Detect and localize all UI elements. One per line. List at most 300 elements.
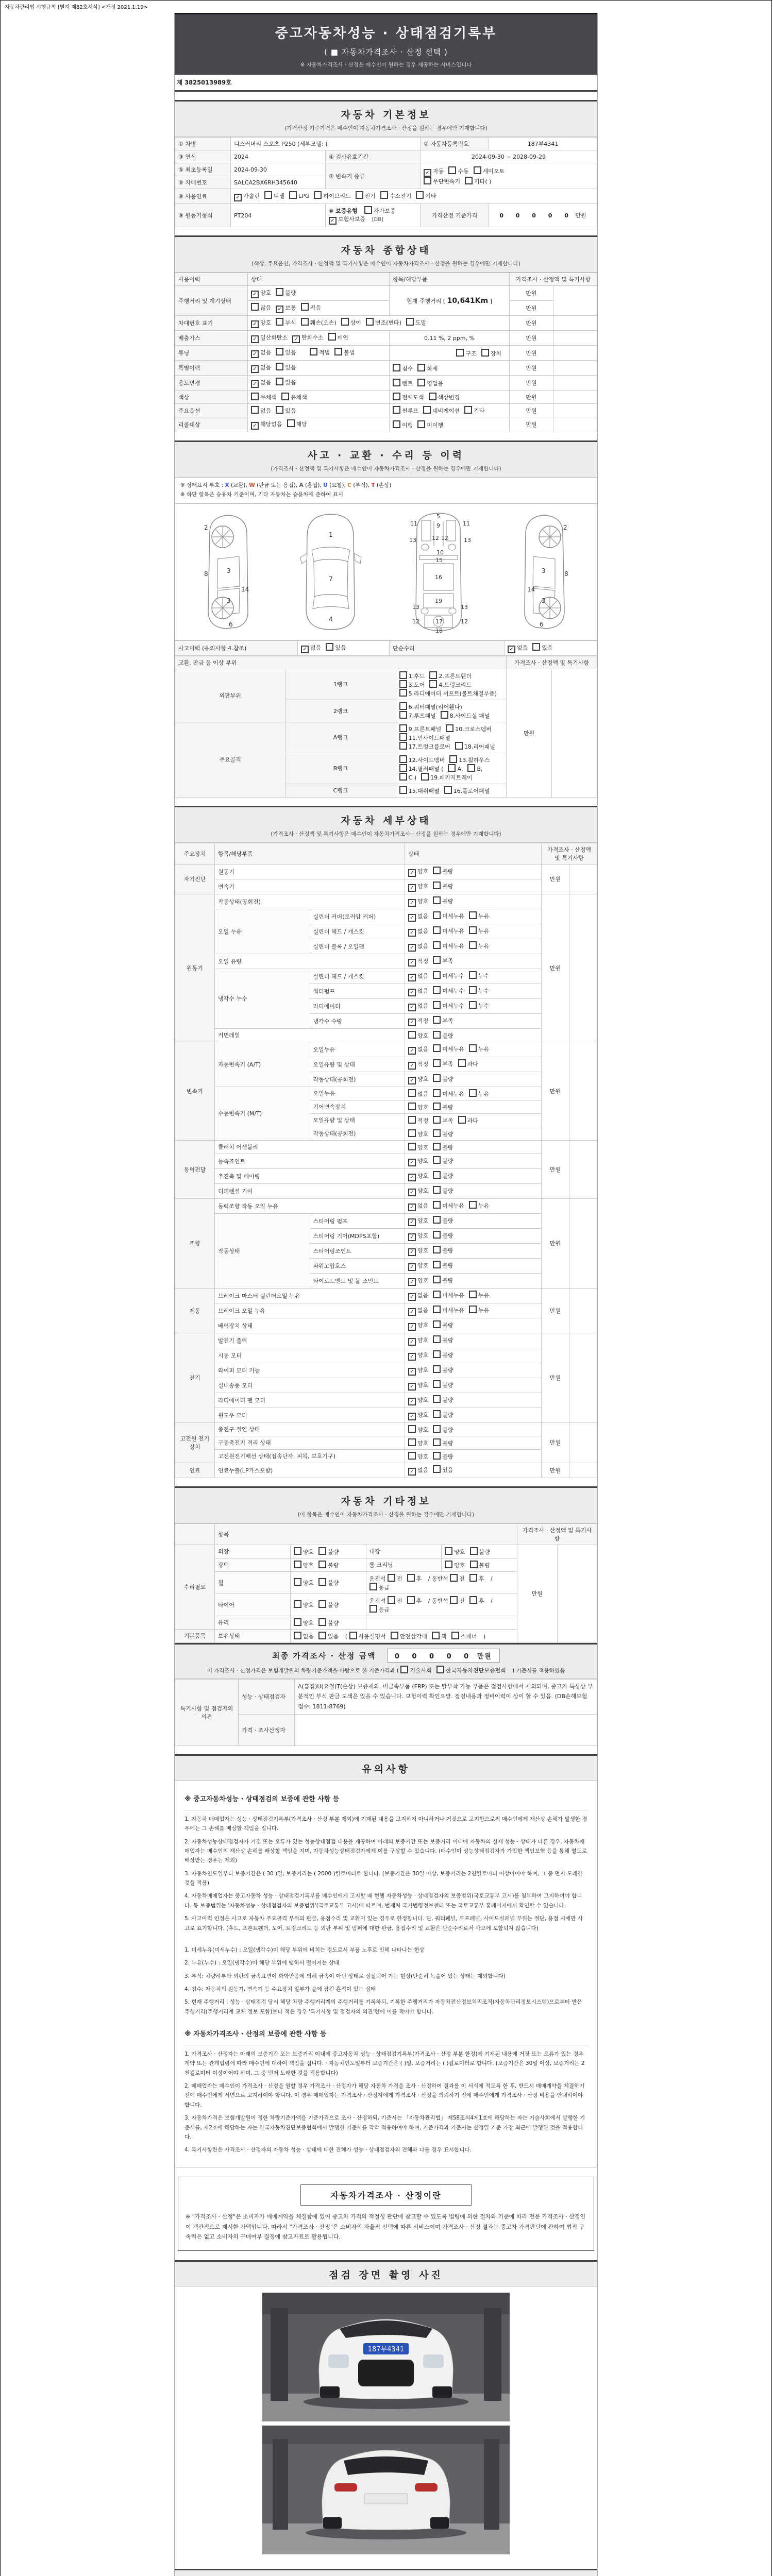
- check-cell: [390, 391, 510, 404]
- check-cell: [248, 331, 390, 346]
- checkbox-unchecked: 불량: [433, 896, 453, 905]
- document-title-note: ※ 자동차가격조사 · 산정은 매수인이 원하는 경우 제공하는 서비스입니다: [300, 62, 472, 68]
- checkbox-unchecked: 있음: [318, 1632, 339, 1640]
- check-cell: [396, 784, 506, 797]
- svg-text:13: 13: [409, 536, 416, 544]
- check-cell: [290, 1616, 366, 1629]
- check-cell: [405, 954, 542, 969]
- row-label: 작동상태(공회전): [310, 1127, 405, 1140]
- check-cell: [248, 376, 390, 391]
- check-cell: [405, 1057, 542, 1072]
- row-label: 보유상태: [215, 1629, 291, 1642]
- checkbox-unchecked: 있음: [532, 643, 552, 652]
- table-row: [175, 1393, 597, 1408]
- row-label: 워터펌프: [310, 984, 405, 998]
- exchange-rank-table: [175, 656, 597, 798]
- svg-text:19: 19: [434, 597, 442, 604]
- price-cell: 만원: [542, 1463, 569, 1478]
- svg-text:1: 1: [328, 531, 333, 538]
- table-row: [175, 404, 597, 417]
- signature-band: [175, 2569, 597, 2576]
- checkbox-unchecked: 장치: [481, 349, 501, 358]
- price-digits: 0 0 0 0 0: [499, 212, 574, 219]
- checkbox-unchecked: 있음: [276, 363, 296, 371]
- group-label: 자기진단: [175, 864, 215, 894]
- checkbox-unchecked: 유채색: [281, 393, 307, 401]
- other-info-table: [175, 1523, 597, 1643]
- checkbox-unchecked: 미이행: [417, 420, 443, 429]
- check-cell: [231, 189, 597, 204]
- checkbox-unchecked: 과다: [458, 1116, 478, 1125]
- row-value: 187부4341: [489, 138, 597, 150]
- row-label: 스티어링조인트: [310, 1243, 405, 1258]
- row-value: [489, 204, 597, 227]
- checkbox-unchecked: 불량: [433, 1452, 453, 1461]
- section-notice-title: 유의사항: [362, 1764, 410, 1775]
- row-label: ⑨ 원동기형식: [175, 204, 231, 227]
- check-group: [450, 1575, 489, 1582]
- checkbox-unchecked: 7.루프패널: [399, 711, 436, 720]
- row-label: 성능 · 상태점검자: [239, 1679, 295, 1714]
- seat-prefix: /: [491, 1597, 493, 1604]
- svg-text:12: 12: [412, 618, 419, 625]
- checkbox-unchecked: 색상변경: [429, 393, 460, 401]
- note-cell: [553, 417, 597, 432]
- notice-item: 1. 미세누유(미세누수) : 오일(냉각수)이 해당 부위에 비치는 정도로서 부품 노후로 인해 나타나는 현상: [184, 1946, 425, 1953]
- price-cell: 만원: [542, 1198, 569, 1288]
- price-cell: 만원: [542, 1140, 569, 1198]
- note-cell: [569, 1140, 597, 1198]
- checkbox-unchecked: 부족: [433, 1016, 453, 1025]
- checkbox-checked: ✓ 양호: [408, 1396, 428, 1405]
- comprehensive-state-table: [175, 273, 597, 432]
- check-cell: [248, 286, 390, 301]
- check-cell: [405, 1463, 542, 1478]
- check-cell: [405, 924, 542, 939]
- table-row: [175, 1213, 597, 1228]
- checkbox-checked: ✓ 없음: [408, 1201, 428, 1211]
- checkbox-unchecked: 불량: [433, 1395, 453, 1404]
- svg-text:7: 7: [328, 575, 333, 583]
- checkbox-unchecked: 불량: [470, 1561, 490, 1569]
- notice-subheader: ※ 자동차가격조사 · 산정의 보증에 관한 사항 등: [184, 2029, 587, 2045]
- checkbox-unchecked: 불량: [276, 288, 296, 297]
- note-cell: [553, 286, 597, 316]
- table-row: [175, 1679, 597, 1714]
- checkbox-checked: ✓ 없음: [408, 1002, 428, 1011]
- check-group: [310, 349, 360, 356]
- checkbox-unchecked: 누유: [469, 1044, 489, 1053]
- svg-text:2: 2: [204, 523, 208, 531]
- state-code-line: [180, 481, 592, 490]
- check-cell: [396, 669, 506, 700]
- table-row: [175, 1422, 597, 1436]
- checkbox-unchecked: 적정: [408, 1116, 428, 1125]
- table-row: [175, 1363, 597, 1378]
- check-cell: [390, 404, 510, 417]
- checkbox-checked: ✓ 보험사보증: [329, 215, 365, 225]
- checkbox-unchecked: 응급: [369, 1605, 390, 1614]
- notice-item: 4. 자동차매매업자는 중고자동차 성능 · 상태점검기록부를 매수인에게 고지할 때 현행 자동차성능 · 상태점검자의 보증범위(국토교통부 고시)를 첨부하여 고지하여야 합니다. 동 보증범위는 '자동차성능 · 상태점검자의 보증범위'(국토교통부 고시)에 따르며, 법제처 국가법령정보센터 또는 국토교통부 홈페이지에서 확인할 수 있습니다.: [184, 1893, 582, 1909]
- definition-box-text: ※ "가격조사 · 산정"은 소비자가 매매계약을 체결함에 있어 중고차 가격의 적절성 판단에 참고할 수 있도록 법령에 의한 절차와 기준에 따라 전문 가격조사 · 산정인이 객관적으로 제시한 가액입니다. 따라서 "가격조사 · 산정"은 소비자의 자율적 선택에 따른 서비스이며 가격조사 · 산정 결과는 중고차 가격판단에 관하여 법적 구속력은 없고 소비자의 구매여부 결정에 참고자료로 활용됩니다.: [186, 2213, 586, 2241]
- svg-text:11: 11: [410, 520, 417, 527]
- checkbox-unchecked: 불량: [433, 1156, 453, 1165]
- checkbox-unchecked: 무단변속기: [424, 177, 460, 185]
- row-label: 오일 유량: [215, 954, 405, 969]
- seat-prefix: / 동반석: [428, 1597, 448, 1604]
- checkbox-unchecked: 11.인사이드패널: [399, 733, 450, 742]
- checkbox-checked: ✓ 양호: [408, 1216, 428, 1226]
- final-price-band: [175, 1643, 597, 1679]
- check-cell: [405, 939, 542, 954]
- check-group: [294, 1633, 344, 1640]
- checkbox-checked: ✓ 적정: [408, 1060, 428, 1070]
- row-label: 룸 크리닝: [366, 1558, 442, 1571]
- check-cell: [405, 879, 542, 894]
- note-cell: [553, 376, 597, 391]
- paren: (: [345, 1633, 348, 1640]
- row-label: 내장: [366, 1545, 442, 1558]
- check-cell: [405, 864, 542, 879]
- row-label: 타이로드엔드 및 볼 조인트: [310, 1273, 405, 1288]
- check-cell: [326, 204, 421, 227]
- checkbox-unchecked: 누수: [469, 971, 489, 980]
- definition-box-title: 자동차가격조사 · 산정이란: [300, 2184, 472, 2206]
- table-header-row: [175, 1523, 597, 1545]
- price-cell: 만원: [510, 316, 553, 331]
- checkbox-unchecked: 양호: [445, 1561, 465, 1569]
- checkbox-checked: ✓ 없음: [408, 972, 428, 981]
- row-label: 특기사항 및 점검자의 의견: [175, 1679, 239, 1745]
- checkbox-checked: ✓ 양호: [408, 1157, 428, 1166]
- row-value: 2024: [231, 150, 326, 163]
- check-cell: [405, 1127, 542, 1140]
- table-row: [175, 163, 597, 176]
- table-row: [175, 909, 597, 924]
- checkbox-unchecked: 불량: [433, 1186, 453, 1195]
- checkbox-unchecked: 구조: [456, 349, 476, 358]
- group-label: 고전원 전기장치: [175, 1422, 215, 1463]
- row-label: ⑦ 변속기 종류: [326, 163, 421, 189]
- note-cell: [569, 1042, 597, 1140]
- row-label: 실린더 블록 / 오일팬: [310, 939, 405, 954]
- checkbox-checked: ✓ 없음: [408, 942, 428, 952]
- svg-text:16: 16: [434, 573, 442, 581]
- rank-label: 1랭크: [285, 669, 396, 700]
- row-label: 용도변경: [175, 376, 248, 391]
- check-cell: [405, 1318, 542, 1333]
- checkbox-unchecked: 자가보증: [364, 206, 396, 215]
- checkbox-unchecked: 불량: [318, 1600, 339, 1609]
- row-label: 색상: [175, 391, 248, 404]
- check-cell: [366, 1571, 517, 1594]
- note-cell: [569, 1288, 597, 1333]
- svg-text:8: 8: [564, 570, 568, 578]
- checkbox-unchecked: 미세누수: [433, 986, 464, 995]
- checkbox-unchecked: 4.트렁크리드: [429, 680, 472, 689]
- row-label: ⑥ 차대번호: [175, 176, 231, 189]
- inspector-opinion-text: A(흠집)U(요철)T(손상) 보증제외. 비금속부품 (FRP) 또는 탈부착 가능 부품은 점검사항에서 제외되며, 중고차 특성상 부분적인 부식 판금 도색은 있을 수 있습니다. 보험이력 확인요망. 점검내용과 정비이력이 상이 할 수 있음. (DB손해보험 접수: 1811-8769): [295, 1679, 597, 1714]
- note-cell: [552, 669, 597, 797]
- check-cell: [505, 640, 597, 655]
- table-row: [175, 417, 597, 432]
- group-label: 조향: [175, 1198, 215, 1288]
- document-title: 중고자동차성능 · 상태점검기록부: [275, 26, 497, 41]
- row-label: 단순수리: [390, 640, 505, 655]
- group-label: 원동기: [175, 894, 215, 1042]
- note-cell: [569, 1463, 597, 1478]
- final-price-value: 0 0 0 0 0 만원: [387, 1649, 500, 1663]
- subgroup-label: 수동변속기 (M/T): [215, 1087, 310, 1140]
- checkbox-unchecked: 없음: [408, 1089, 428, 1098]
- code-desc: (교환),: [229, 482, 249, 488]
- col-header: 항목/해당부품: [215, 843, 405, 864]
- seat-prefix: 운전석: [369, 1597, 386, 1604]
- svg-text:5: 5: [436, 513, 440, 520]
- note-cell: [553, 346, 597, 361]
- check-cell: [442, 1558, 517, 1571]
- checkbox-unchecked: 9.프론트패널: [399, 724, 442, 733]
- row-label: 파워고압호스: [310, 1258, 405, 1273]
- checkbox-unchecked: 디젤: [264, 191, 284, 200]
- row-label: 외장: [215, 1545, 291, 1558]
- check-group: [388, 1575, 426, 1582]
- check-cell: [405, 1393, 542, 1408]
- table-row: [175, 1545, 597, 1558]
- table-row: [175, 1198, 597, 1213]
- checkbox-unchecked: 8.사이드실 패널: [441, 711, 490, 720]
- row-label: ② 자동차등록번호: [421, 138, 489, 150]
- checkbox-unchecked: 불량: [433, 1380, 453, 1389]
- row-label: 배력장치 상태: [215, 1318, 405, 1333]
- checkbox-unchecked: 양호: [408, 1438, 428, 1447]
- check-cell: [405, 1042, 542, 1057]
- checkbox-unchecked: 스패너: [451, 1632, 477, 1640]
- basic-info-table: [175, 137, 597, 227]
- checkbox-unchecked: 전: [388, 1574, 402, 1583]
- table-row: [175, 150, 597, 163]
- price-cell: 만원: [510, 346, 553, 361]
- check-cell: [405, 1113, 542, 1127]
- table-header-row: [175, 273, 597, 286]
- check-cell: [405, 894, 542, 909]
- check-cell: [405, 1183, 542, 1198]
- check-cell: [405, 1273, 542, 1288]
- checkbox-unchecked: 불량: [470, 1547, 490, 1556]
- row-label: 브레이크 마스터 실린더오일 누유: [215, 1288, 405, 1303]
- price-cell: 만원: [542, 1288, 569, 1333]
- checkbox-unchecked: 양호: [408, 1425, 428, 1434]
- table-row: [175, 331, 597, 346]
- checkbox-unchecked: 전: [450, 1574, 465, 1583]
- row-label: 광택: [215, 1558, 291, 1571]
- checkbox-unchecked: 전기: [356, 191, 376, 200]
- svg-text:3: 3: [541, 597, 546, 604]
- table-row: [175, 391, 597, 404]
- code-desc: (손상): [375, 482, 392, 488]
- document-body: [174, 13, 598, 2576]
- svg-text:15: 15: [435, 556, 443, 564]
- checkbox-unchecked: 부족: [433, 956, 453, 965]
- table-row: [175, 669, 597, 700]
- col-header: 사용이력: [175, 273, 248, 286]
- checkbox-unchecked: 누유: [469, 1306, 489, 1314]
- checkbox-unchecked: 상이: [341, 318, 361, 327]
- checkbox-unchecked: 한국자동차진단보증협회: [436, 1666, 506, 1674]
- checkbox-unchecked: 후: [407, 1596, 422, 1605]
- car-diagram-side-left: [181, 510, 274, 634]
- check-cell: [366, 1594, 517, 1616]
- row-label: 특별이력: [175, 361, 248, 376]
- checkbox-unchecked: 전체도색: [393, 393, 424, 401]
- check-cell: [290, 1571, 366, 1594]
- checkbox-unchecked: 기타( ): [465, 177, 491, 185]
- checkbox-unchecked: 불량: [318, 1561, 339, 1569]
- table-row: [175, 1028, 597, 1042]
- checkbox-checked: ✓ 없음: [301, 643, 321, 653]
- table-row: [175, 204, 597, 227]
- checkbox-checked: ✓ 없음: [408, 1291, 428, 1301]
- checkbox-checked: ✓ 없음: [251, 363, 271, 373]
- checkbox-checked: ✓ 탄화수소: [292, 333, 324, 343]
- col-header: 상태: [248, 273, 390, 286]
- checkbox-unchecked: 양호: [294, 1618, 314, 1627]
- table-row: [175, 1303, 597, 1318]
- checkbox-checked: ✓ 양호: [408, 1231, 428, 1241]
- checkbox-unchecked: 사용설명서: [349, 1632, 386, 1640]
- checkbox-checked: ✓ 양호: [408, 1351, 428, 1361]
- check-cell: [442, 1545, 517, 1558]
- checkbox-unchecked: 해당: [287, 419, 307, 428]
- checkbox-unchecked: 훼손(오손): [301, 318, 337, 327]
- svg-text:12: 12: [441, 534, 448, 541]
- row-label: 오일유량 및 상태: [310, 1113, 405, 1127]
- group-label: 전기: [175, 1333, 215, 1422]
- col-header: 가격조사 · 산정액 및 특기사항: [510, 273, 597, 286]
- checkbox-checked: ✓ 없음: [408, 987, 428, 996]
- note-cell: [569, 894, 597, 1042]
- checkbox-unchecked: 불량: [433, 1365, 453, 1374]
- checkbox-unchecked: 있음: [433, 1465, 453, 1474]
- checkbox-unchecked: 후: [469, 1596, 484, 1605]
- section-accident-subtitle: (가격조사 · 산정액 및 특기사항은 매수인이 자동차가격조사 · 산정을 원하는 경우에만 기재합니다): [271, 466, 501, 472]
- col-header: 가격조사 · 산정액 및 특기사항: [517, 1523, 597, 1545]
- checkbox-checked: ✓ 양호: [408, 1187, 428, 1196]
- svg-text:13: 13: [460, 603, 468, 611]
- svg-text:12: 12: [460, 618, 468, 625]
- svg-text:6: 6: [539, 620, 544, 628]
- row-label: ⑩ 보증유형: [329, 208, 358, 214]
- checkbox-unchecked: 적법: [310, 348, 330, 357]
- note-cell: [569, 864, 597, 894]
- checkbox-unchecked: 누유: [469, 1291, 489, 1299]
- section-detail-header: [175, 806, 597, 843]
- table-row: [175, 138, 597, 150]
- notice-item: 4. 침수: 자동차의 원동기, 변속기 등 주요장치 일부가 물에 잠긴 흔적이 있는 상태: [184, 1986, 376, 1993]
- price-cell: 만원: [517, 1545, 558, 1642]
- code-desc: (요철),: [327, 482, 348, 488]
- check-cell: [405, 1013, 542, 1028]
- row-label: 실내송풍 모터: [215, 1378, 405, 1393]
- price-unit: 만원: [575, 212, 586, 219]
- table-header-row: [175, 843, 597, 864]
- check-cell: [396, 722, 506, 753]
- checkbox-unchecked: 불량: [433, 1320, 453, 1329]
- check-cell: [405, 1154, 542, 1168]
- table-row: [175, 954, 597, 969]
- svg-text:187부4341: 187부4341: [367, 2346, 405, 2354]
- checkbox-checked: ✓ 없음: [408, 912, 428, 922]
- row-label: 변속기: [215, 879, 405, 894]
- table-row: [175, 1183, 597, 1198]
- checkbox-unchecked: 5.라디에이터 서포트(볼트체결부품): [399, 689, 497, 698]
- notice-item: 3. 자동차가격은 보험개발원이 정한 차량기준가액을 기준가격으로 조사 · 산정하되, 기준서는 「자동차관리법」 제58조의4제1호에 해당하는 자는 기술사회에서 발행한 기준서를, 제2호에 해당하는 자는 한국자동차진단보증협회에서 발행한 기준서를 각각 적용하여야 하며, 기준가격과 기준서는 산정일 기준 가장 최근에 발행된 것을 적용합니다.: [184, 2115, 585, 2140]
- notice-body: [175, 1781, 597, 2167]
- note-cell: [569, 1333, 597, 1422]
- checkbox-unchecked: 양호: [408, 1452, 428, 1461]
- inspection-photo-rear: [262, 2426, 510, 2554]
- svg-text:14: 14: [527, 585, 535, 593]
- checkbox-unchecked: 있음: [276, 348, 296, 357]
- check-cell: [405, 984, 542, 998]
- subgroup-label: 냉각수 누수: [215, 969, 310, 1028]
- checkbox-unchecked: 후: [469, 1574, 484, 1583]
- checkbox-unchecked: 불량: [433, 1171, 453, 1180]
- col-header: 교환, 판금 등 이상 부위: [175, 656, 507, 669]
- svg-text:10: 10: [436, 549, 444, 556]
- check-group: [369, 1606, 394, 1613]
- price-cell: 만원: [510, 404, 553, 417]
- checkbox-checked: ✓ 해당없음: [251, 420, 282, 430]
- row-label: 사고이력 (유의사항 4.참조): [175, 640, 298, 655]
- checkbox-unchecked: 렌트: [393, 379, 413, 387]
- notice-item: 4. 특기사항란은 가격조사 · 산정자의 자동차 성능 · 상태에 대한 견해가 성능 · 상태점검자의 견해와 다를 경우 표시합니다.: [184, 2147, 472, 2154]
- detail-state-table: [175, 843, 597, 1478]
- checkbox-unchecked: 불량: [433, 1410, 453, 1419]
- checkbox-checked: ✓ 없음: [251, 378, 271, 388]
- code-letter: C: [347, 482, 351, 488]
- table-row: [175, 361, 597, 376]
- code-desc: (흠집),: [303, 482, 324, 488]
- table-row: [175, 1087, 597, 1100]
- section-accident-title: 사고 · 교환 · 수리 등 이력: [307, 450, 465, 461]
- check-cell: [248, 361, 390, 376]
- checkbox-unchecked: 수소전기: [380, 191, 412, 200]
- section-comprehensive-subtitle: (색상, 주요옵션, 가격조사 · 산정액 및 특기사항은 매수인이 자동차가격조사 · 산정을 원하는 경우에만 기재합니다): [251, 261, 520, 267]
- check-cell: [390, 376, 510, 391]
- rank-label: 2랭크: [285, 700, 396, 722]
- section-detail-subtitle: (가격조사 · 산정액 및 특기사항은 매수인이 자동차가격조사 · 산정을 원하는 경우에만 기재합니다): [271, 831, 501, 837]
- checkbox-checked: ✓ 보통: [276, 303, 296, 313]
- check-cell: [405, 1198, 542, 1213]
- col-header: [175, 1523, 215, 1545]
- check-cell: [298, 640, 390, 655]
- check-cell: [405, 1348, 542, 1363]
- checkbox-unchecked: 전: [450, 1596, 465, 1605]
- check-cell: [405, 1422, 542, 1436]
- table-row: [175, 864, 597, 879]
- document-title-band: [175, 13, 597, 75]
- row-label: 실린더 헤드 / 개스킷: [310, 969, 405, 984]
- price-cell: 만원: [542, 864, 569, 894]
- price-cell: 만원: [510, 391, 553, 404]
- checkbox-unchecked: 불량: [433, 1031, 453, 1040]
- check-cell: [405, 1243, 542, 1258]
- check-group: [450, 1598, 489, 1604]
- notice-item: 5. 현재 주행거리 : 성능 · 상태점검 당시 해당 차량 주행거리계의 주행거리를 기록하되, 기록한 주행거리가 자동차전산정보처리조직(자동차관리정보시스템)으로부터 받은 주행거리(주행거리계 교체 정보 포함)보다 적은 경우 '특기사항 및 점검자의 의견'란에 이를 적어야 합니다.: [184, 1999, 582, 2015]
- checkbox-checked: ✓ 양호: [408, 867, 428, 877]
- note-cell: [553, 361, 597, 376]
